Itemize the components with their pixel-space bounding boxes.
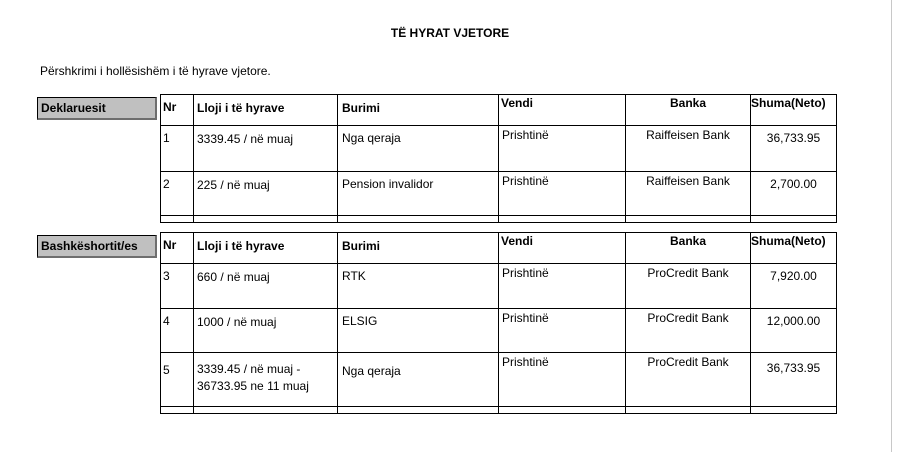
cell-burimi: Nga qeraja	[338, 353, 499, 407]
income-table-deklaruesit	[160, 94, 837, 223]
cell-shuma: 7,920.00	[751, 264, 837, 309]
cell-burimi: Nga qeraja	[338, 126, 499, 172]
col-header-shuma: Shuma(Neto)	[751, 233, 837, 264]
table-header-row	[161, 95, 837, 126]
table-row	[161, 264, 837, 309]
section-label-bashkeshortit: Bashkëshortit/es	[37, 235, 157, 258]
col-header-vendi: Vendi	[499, 233, 626, 264]
cell-vendi: Prishtinë	[499, 264, 626, 309]
cell-shuma: 2,700.00	[751, 172, 837, 216]
cell-lloji: 3339.45 / në muaj	[194, 126, 338, 172]
col-header-burimi: Burimi	[338, 95, 499, 126]
cell-banka: Raiffeisen Bank	[626, 126, 751, 172]
col-header-nr: Nr	[161, 95, 194, 126]
table-row	[161, 309, 837, 353]
cell-vendi: Prishtinë	[499, 172, 626, 216]
cell-banka: ProCredit Bank	[626, 353, 751, 407]
table-spacer-row	[161, 216, 837, 223]
cell-nr: 3	[161, 264, 194, 309]
col-header-banka: Banka	[626, 95, 751, 126]
col-header-nr: Nr	[161, 233, 194, 264]
page-title: TË HYRAT VJETORE	[390, 26, 510, 40]
cell-burimi: RTK	[338, 264, 499, 309]
cell-banka: ProCredit Bank	[626, 309, 751, 353]
cell-banka: ProCredit Bank	[626, 264, 751, 309]
table-header-row	[161, 233, 837, 264]
cell-vendi: Prishtinë	[499, 309, 626, 353]
section-label-deklaruesit: Deklaruesit	[37, 97, 157, 120]
cell-shuma: 36,733.95	[751, 353, 837, 407]
cell-burimi: Pension invalidor	[338, 172, 499, 216]
table-row	[161, 172, 837, 216]
col-header-banka: Banka	[626, 233, 751, 264]
cell-burimi: ELSIG	[338, 309, 499, 353]
cell-nr: 2	[161, 172, 194, 216]
cell-nr: 4	[161, 309, 194, 353]
table-row	[161, 353, 837, 407]
col-header-lloji: Lloji i të hyrave	[194, 95, 338, 126]
cell-shuma: 36,733.95	[751, 126, 837, 172]
page-subtitle: Përshkrimi i hollësishëm i të hyrave vjetore.	[40, 64, 271, 78]
cell-nr: 5	[161, 353, 194, 407]
cell-lloji: 225 / në muaj	[194, 172, 338, 216]
cell-vendi: Prishtinë	[499, 353, 626, 407]
col-header-vendi: Vendi	[499, 95, 626, 126]
table-spacer-row	[161, 407, 837, 414]
cell-lloji: 3339.45 / në muaj - 36733.95 ne 11 muaj	[194, 353, 338, 407]
cell-shuma: 12,000.00	[751, 309, 837, 353]
col-header-lloji: Lloji i të hyrave	[194, 233, 338, 264]
col-header-burimi: Burimi	[338, 233, 499, 264]
col-header-shuma: Shuma(Neto)	[751, 95, 837, 126]
cell-nr: 1	[161, 126, 194, 172]
cell-lloji: 660 / në muaj	[194, 264, 338, 309]
table-row	[161, 126, 837, 172]
cell-lloji: 1000 / në muaj	[194, 309, 338, 353]
cell-vendi: Prishtinë	[499, 126, 626, 172]
income-table-bashkeshortit	[160, 232, 837, 414]
page-edge-line	[891, 0, 892, 452]
cell-banka: Raiffeisen Bank	[626, 172, 751, 216]
